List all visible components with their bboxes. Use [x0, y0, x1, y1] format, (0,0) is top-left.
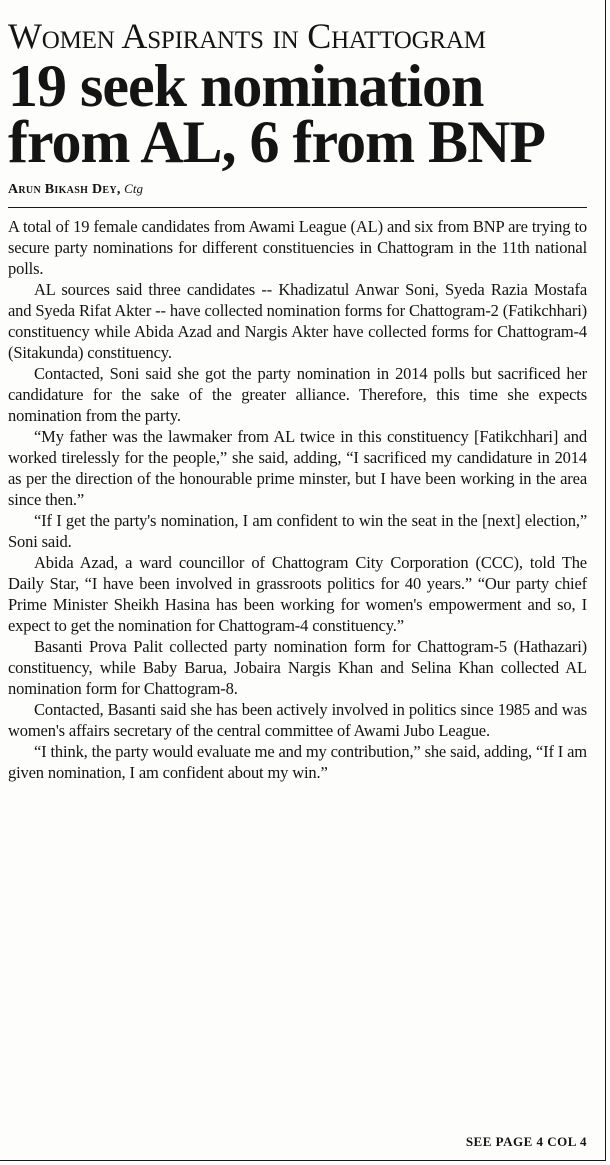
divider [8, 207, 587, 208]
article-body [8, 216, 587, 783]
headline [8, 53, 587, 175]
byline-place: Ctg [124, 181, 143, 196]
byline [8, 180, 587, 199]
paragraph: “If I get the party's nomination, I am confident to win the seat in the [next] election,” Soni said. [8, 511, 587, 551]
kicker: Women Aspirants in Chattogram [8, 16, 486, 56]
paragraph: “My father was the lawmaker from AL twice in this constituency [Fatikchhari] and worked tirelessly for the people,” she said, adding, “I sacrificed my candidature in 2014 as per the direction of the honourable prime minster, but I have been working in the area since then.” [8, 427, 587, 509]
headline-line-1: 19 seek nomination [8, 53, 484, 119]
paragraph: Basanti Prova Palit collected party nomination form for Chattogram-5 (Hathazari) constituency, while Baby Barua, Jobaira Nargis Khan and Selina Khan collected AL nomination form for Chattogram-8. [8, 637, 587, 698]
headline-line-2: from AL, 6 from BNP [8, 109, 546, 175]
byline-author: Arun Bikash Dey, [8, 182, 121, 197]
continuation-note: SEE PAGE 4 COL 4 [465, 1134, 587, 1149]
paragraph: “I think, the party would evaluate me and my contribution,” she said, adding, “If I am given nomination, I am confident about my win.” [8, 742, 587, 782]
paragraph: Contacted, Basanti said she has been actively involved in politics since 1985 and was women's affairs secretary of the central committee of Awami Jubo League. [8, 700, 587, 740]
paragraph: Contacted, Soni said she got the party nomination in 2014 polls but sacrificed her candidature for the sake of the greater alliance. Therefore, this time she expects nomination from the party. [8, 364, 587, 425]
paragraph: Abida Azad, a ward councillor of Chattogram City Corporation (CCC), told The Daily Star, “I have been involved in grassroots politics for 40 years.” “Our party chief Prime Minister Sheikh Hasina has been working for women's empowerment and so, I expect to get the nomination for Chattogram-4 constituency.” [8, 553, 587, 635]
paragraph: A total of 19 female candidates from Awami League (AL) and six from BNP are trying to secure party nominations for different constituencies in Chattogram in the 11th national polls. [8, 217, 587, 278]
paragraph: AL sources said three candidates -- Khadizatul Anwar Soni, Syeda Razia Mostafa and Syeda Rifat Akter -- have collected nomination forms for Chattogram-2 (Fatikchhari) constituency while Abida Azad and Nargis Akter have collected forms for Chattogram-4 (Sitakunda) constituency. [8, 280, 587, 362]
